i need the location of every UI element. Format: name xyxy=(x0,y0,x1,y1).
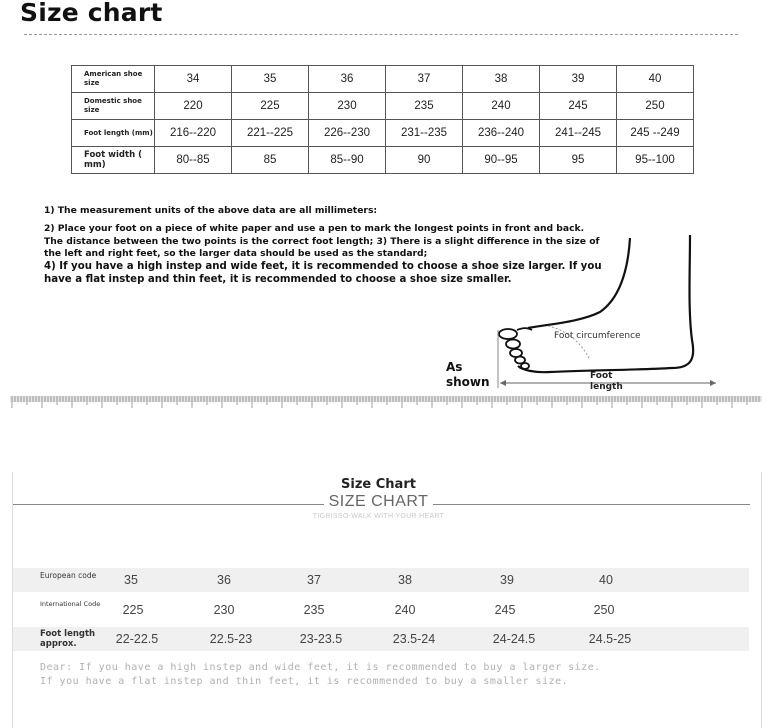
table-cell: 35 xyxy=(124,573,138,587)
table-cell: 95--100 xyxy=(617,147,694,174)
table-cell: 22.5-23 xyxy=(209,632,253,646)
as-shown-label: As xyxy=(446,360,463,374)
table-cell: 220 xyxy=(155,93,232,120)
table-cell: 39 xyxy=(540,66,617,93)
table-cell: 37 xyxy=(386,66,463,93)
table-row xyxy=(72,66,694,93)
table-cell: 230 xyxy=(309,93,386,120)
size-table-american xyxy=(71,65,694,174)
table-cell: 225 xyxy=(122,603,144,617)
table-cell: 23-23.5 xyxy=(299,632,343,646)
advice-text-small: If you have a flat instep and thin feet, it is recommended to buy a smaller size. xyxy=(40,676,569,687)
table-cell: 216--220 xyxy=(155,120,232,147)
row-header-domestic-size: Domestic shoe size xyxy=(72,93,155,120)
table-cell: 230 xyxy=(213,603,235,617)
table-cell: 34 xyxy=(155,66,232,93)
foot-illustration xyxy=(440,230,770,400)
note-units: 1) The measurement units of the above data are all millimeters: xyxy=(44,205,378,216)
table-row xyxy=(72,147,694,174)
table-row xyxy=(72,93,694,120)
foot-length-label: length xyxy=(590,382,623,392)
table-cell: 37 xyxy=(307,573,321,587)
table-cell: 235 xyxy=(386,93,463,120)
table-cell: 226--230 xyxy=(309,120,386,147)
row-label-foot-length: Foot length approx. xyxy=(40,629,96,649)
table-cell: 23.5-24 xyxy=(392,632,436,646)
table-cell: 38 xyxy=(398,573,412,587)
table-cell: 245 xyxy=(494,603,516,617)
advice-text-large: Dear: If you have a high instep and wide feet, it is recommended to buy a larger size. xyxy=(40,662,601,673)
as-shown-label: shown xyxy=(446,375,490,389)
size-chart-caps-title: SIZE CHART xyxy=(328,493,429,510)
table-cell: 231--235 xyxy=(386,120,463,147)
table-cell: 236--240 xyxy=(463,120,540,147)
instep-outline xyxy=(528,238,630,328)
table-cell: 235 xyxy=(303,603,325,617)
row-header-american-size: American shoe size xyxy=(72,66,155,93)
table-cell: 85--90 xyxy=(309,147,386,174)
table-cell: 221--225 xyxy=(232,120,309,147)
table-cell: 85 xyxy=(232,147,309,174)
toes-outline xyxy=(499,328,532,369)
brand-tagline: TIGRISSO-WALK WITH YOUR HEART xyxy=(312,513,445,520)
table-cell: 40 xyxy=(599,573,613,587)
table-cell: 40 xyxy=(617,66,694,93)
table-cell: 225 xyxy=(232,93,309,120)
table-cell: 245 --249 xyxy=(617,120,694,147)
foot-length-label: Foot xyxy=(590,371,613,381)
table-cell: 245 xyxy=(540,93,617,120)
size-chart-heading: Size Chart xyxy=(341,477,416,492)
table-cell: 241--245 xyxy=(540,120,617,147)
table-cell: 90--95 xyxy=(463,147,540,174)
row-header-foot-length: Foot length (mm) xyxy=(72,120,155,147)
page-title: Size chart xyxy=(20,0,163,27)
table-cell: 38 xyxy=(463,66,540,93)
arrow-head-left xyxy=(500,380,506,386)
row-label-european-code: European code xyxy=(40,571,97,580)
table-cell: 240 xyxy=(463,93,540,120)
table-cell: 22-22.5 xyxy=(115,632,159,646)
ruler xyxy=(0,393,772,413)
table-cell: 39 xyxy=(500,573,514,587)
row-label-international-code: International Code xyxy=(40,600,101,608)
row-header-foot-width: Foot width ( mm) xyxy=(72,147,155,174)
arrow-head-right xyxy=(710,380,716,386)
table-cell: 36 xyxy=(217,573,231,587)
table-cell: 250 xyxy=(617,93,694,120)
table-cell: 90 xyxy=(386,147,463,174)
table-row xyxy=(72,120,694,147)
table-cell: 80--85 xyxy=(155,147,232,174)
table-cell: 24-24.5 xyxy=(492,632,536,646)
heel-outline xyxy=(672,235,693,368)
table-cell: 36 xyxy=(309,66,386,93)
table-cell: 95 xyxy=(540,147,617,174)
table-cell: 24.5-25 xyxy=(588,632,632,646)
note-instep-advice: 4) If you have a high instep and wide feet, it is recommended to choose a shoe size larger. If you have a flat instep and thin feet, it is recommended to choose a shoe size smaller. xyxy=(44,261,602,285)
table-cell: 35 xyxy=(232,66,309,93)
note-measure-method: 2) Place your foot on a piece of white paper and use a pen to mark the longest points in front and back. The distance between the two points is the correct foot length; 3) There is a slight difference in the size of the left and right feet, so the larger data should be used as the standard; xyxy=(44,223,600,259)
table-cell: 240 xyxy=(394,603,416,617)
table-cell: 250 xyxy=(593,603,615,617)
title-divider xyxy=(24,34,738,35)
foot-circumference-label: Foot circumference xyxy=(554,331,641,341)
